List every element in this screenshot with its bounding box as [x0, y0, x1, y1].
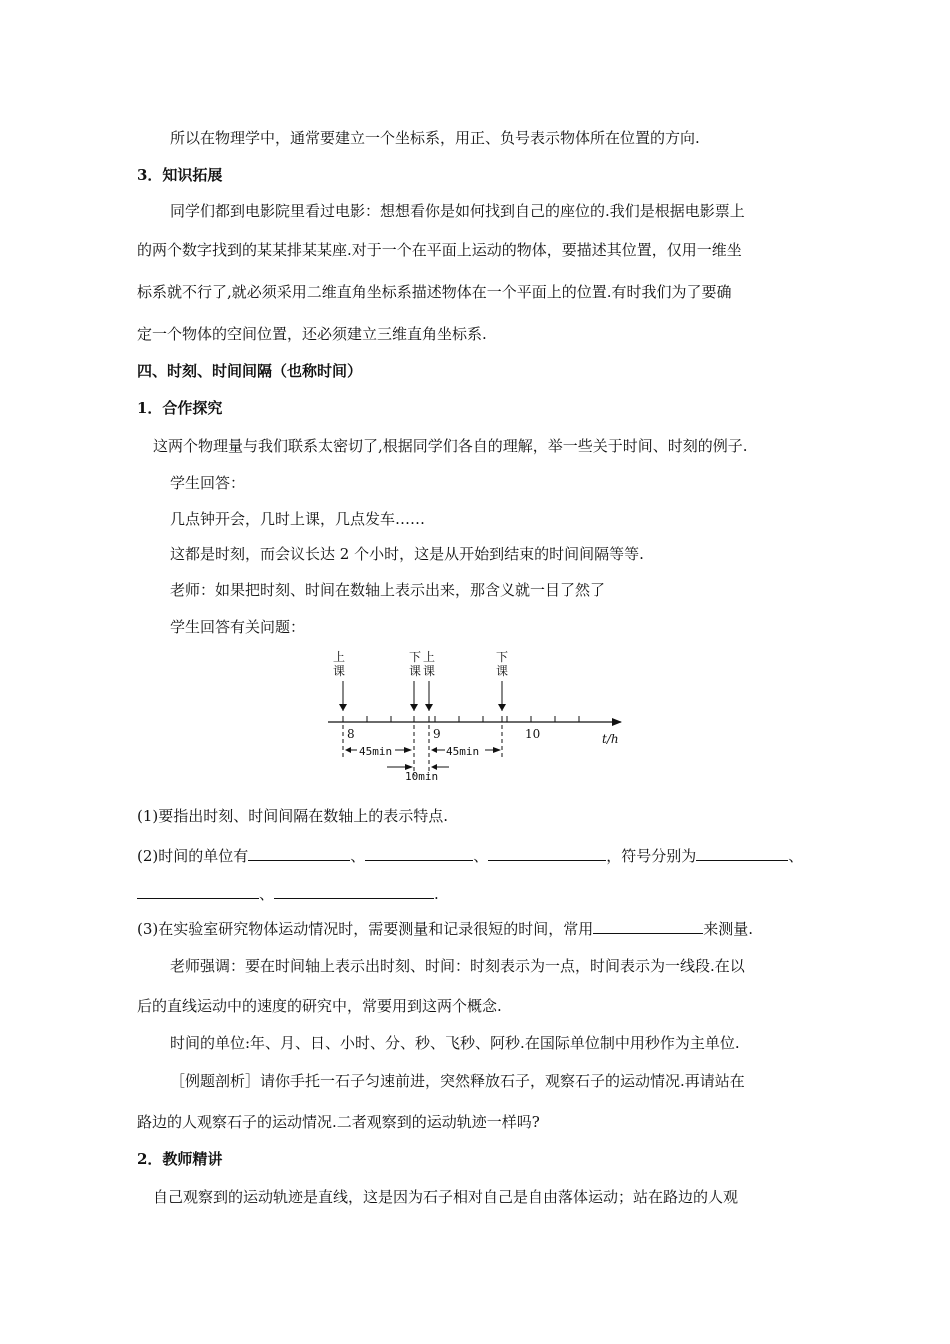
separator: 、 — [259, 885, 275, 903]
axis-label-t-h: t/h — [602, 732, 619, 746]
question-2-end: . — [434, 885, 439, 903]
section-heading-cooperative: 1．合作探究 — [137, 399, 223, 417]
example-analysis-line-2: 路边的人观察石子的运动情况.二者观察到的运动轨迹一样吗? — [137, 1113, 540, 1131]
question-2-line-1 — [137, 846, 817, 866]
interval-1-label: 45min — [359, 745, 393, 758]
interval-1-arrowhead-left — [345, 747, 351, 753]
question-3-start: (3)在实验室研究物体运动情况时，需要测量和记录很短的时间，常用 — [137, 920, 594, 938]
timeline-diagram — [325, 645, 635, 785]
time-units-paragraph: 时间的单位:年、月、日、小时、分、秒、飞秒、阿秒.在国际单位制中用秒作为主单位. — [170, 1034, 740, 1052]
label-class-end-1-top: 下 — [408, 650, 422, 664]
blank-instrument[interactable] — [593, 919, 703, 934]
blank-symbol-3[interactable] — [274, 884, 434, 899]
paragraph-cinema-line-4: 定一个物体的空间位置，还必须建立三维直角坐标系. — [137, 325, 487, 343]
blank-unit-3[interactable] — [488, 846, 606, 861]
separator: 、 — [473, 847, 489, 865]
teacher-line: 老师：如果把时刻、时间在数轴上表示出来，那含义就一目了然了 — [170, 581, 606, 599]
example-analysis-line-1: ［例题剖析］请你手托一石子匀速前进，突然释放石子，观察石子的运动情况.再请站在 — [170, 1072, 745, 1090]
label-class-begin-1-bottom: 课 — [332, 664, 346, 678]
part-heading-time: 四、时刻、时间间隔（也称时间） — [137, 362, 363, 380]
paragraph-cinema-line-3: 标系就不行了,就必须采用二维直角坐标系描述物体在一个平面上的位置.有时我们为了要确 — [137, 283, 732, 301]
student-answer-label: 学生回答： — [170, 474, 246, 492]
question-3-end: 来测量. — [703, 920, 754, 938]
student-related-label: 学生回答有关问题： — [170, 618, 306, 636]
blank-symbol-1[interactable] — [696, 846, 788, 861]
tick-label-10: 10 — [525, 727, 541, 741]
label-class-end-2-top: 下 — [495, 650, 509, 664]
label-class-end-2-bottom: 课 — [495, 664, 509, 678]
tick-label-9: 9 — [433, 727, 441, 741]
label-class-begin-2-bottom: 课 — [422, 664, 436, 678]
question-2-line-2 — [137, 884, 817, 904]
student-examples: 几点钟开会，几时上课，几点发车…… — [170, 510, 426, 528]
section-heading-teacher-explain: 2．教师精讲 — [137, 1150, 223, 1168]
paragraph-cinema-line-2: 的两个数字找到的某某排某某座.对于一个在平面上运动的物体，要描述其位置，仅用一维坐 — [137, 241, 742, 259]
question-2-mid: ，符号分别为 — [606, 847, 697, 865]
separator: 、 — [788, 847, 804, 865]
question-3 — [137, 919, 817, 939]
paragraph-cinema-line-1: 同学们都到电影院里看过电影：想想看你是如何找到自己的座位的.我们是根据电影票上 — [170, 202, 745, 220]
break-interval-label: 10min — [405, 770, 439, 783]
paragraph-intro: 这两个物理量与我们联系太密切了,根据同学们各自的理解，举一些关于时间、时刻的例子. — [153, 437, 748, 455]
label-class-end-1-bottom: 课 — [408, 664, 422, 678]
axis-ticks — [343, 716, 579, 722]
blank-symbol-2[interactable] — [137, 884, 259, 899]
question-2-start: (2)时间的单位有 — [137, 847, 249, 865]
teacher-explain-paragraph: 自己观察到的运动轨迹是直线，这是因为石子相对自己是自由落体运动；站在路边的人观 — [153, 1188, 739, 1206]
blank-unit-1[interactable] — [248, 846, 350, 861]
teacher-emphasis-line-2: 后的直线运动中的速度的研究中，常要用到这两个概念. — [137, 997, 502, 1015]
label-class-begin-2-top: 上 — [422, 650, 436, 664]
paragraph-moment-interval: 这都是时刻，而会议长达 2 个小时，这是从开始到结束的时间间隔等等. — [170, 545, 644, 563]
tick-label-8: 8 — [347, 727, 355, 741]
separator: 、 — [350, 847, 366, 865]
question-1: (1)要指出时刻、时间间隔在数轴上的表示特点. — [137, 807, 449, 825]
paragraph-coordinate-direction: 所以在物理学中，通常要建立一个坐标系，用正、负号表示物体所在位置的方向. — [170, 129, 700, 147]
section-heading-knowledge-extension: 3．知识拓展 — [137, 166, 223, 184]
teacher-emphasis-line-1: 老师强调：要在时间轴上表示出时刻、时间：时刻表示为一点，时间表示为一线段.在以 — [170, 957, 745, 975]
blank-unit-2[interactable] — [365, 846, 473, 861]
label-class-begin-1-top: 上 — [332, 650, 346, 664]
interval-2-label: 45min — [446, 745, 480, 758]
